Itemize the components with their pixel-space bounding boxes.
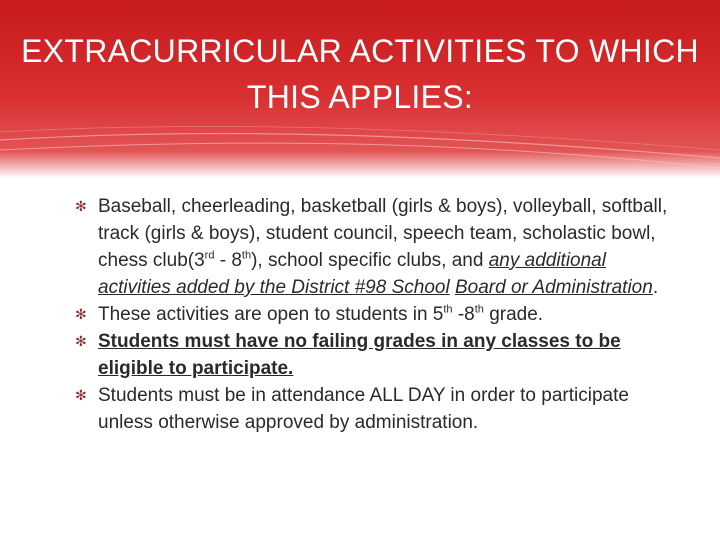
bullet-icon: ✻ [75,387,87,403]
bullet-icon: ✻ [75,306,87,322]
list-item-eligibility [76,328,676,382]
page-title [20,28,700,120]
title-banner [0,0,720,178]
bullet-icon: ✻ [75,198,87,214]
board-administration-note: Board or Administration [454,277,653,298]
list-item-activities: ✻ Baseball, cheerleading, basketball (girls & boys), volleyball, softball, track (girls & boys), student council, speech team, scholastic bowl, chess club(3rd - 8th), school specific clubs, and any additional activities added by the District #98 School Board or Administration. [76,193,676,301]
activities-list [76,193,676,436]
attendance-rule: Students must be in attendance ALL DAY in order to participate unless otherwise approved by administration. [98,385,629,433]
list-item-grades: ✻ These activities are open to students in 5th -8th grade. [76,301,676,328]
title-line-2: THIS APPLIES: [246,79,474,115]
title-line-1: EXTRACURRICULAR ACTIVITIES TO WHICH [21,33,699,69]
eligibility-rule: Students must have no failing grades in any classes to be eligible to participate. [98,331,621,379]
list-item-attendance [76,382,676,436]
bullet-icon: ✻ [75,333,87,349]
additional-activities-note: any additional activities added by the District #98 School [98,250,606,298]
